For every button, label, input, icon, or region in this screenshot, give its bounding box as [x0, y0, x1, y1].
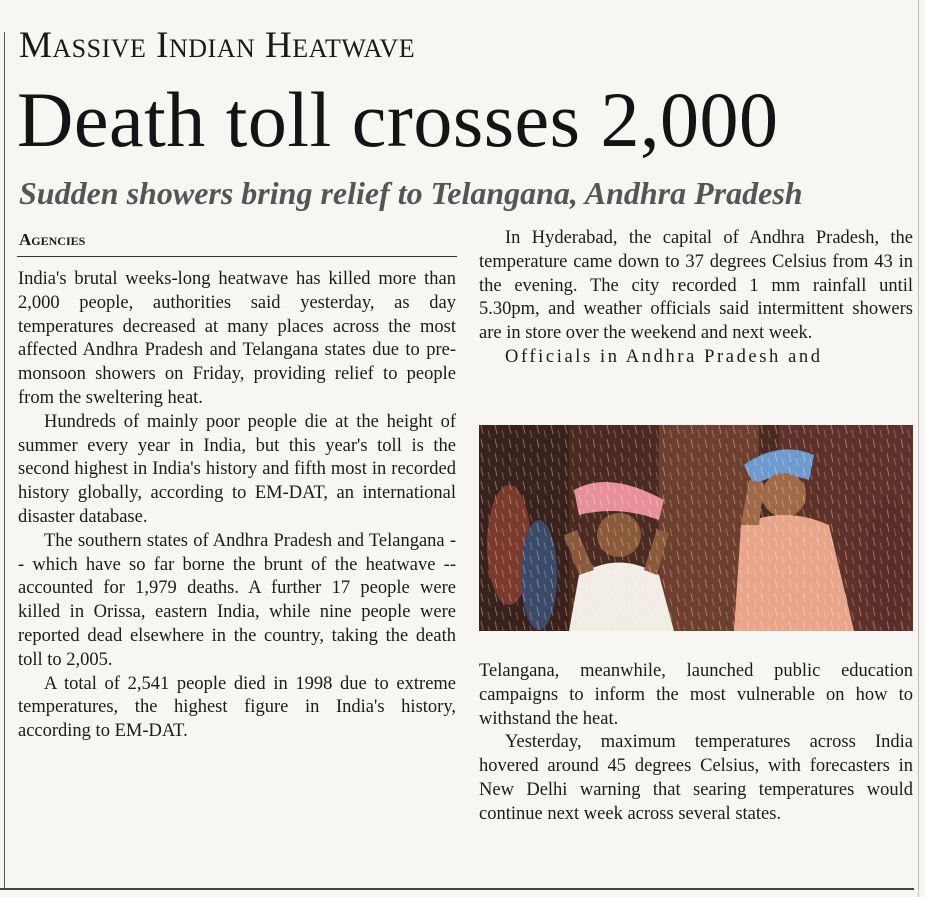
right-column-bottom: [479, 660, 913, 827]
bottom-rule: [0, 888, 914, 890]
kicker: Massive Indian Heatwave: [19, 25, 416, 66]
paragraph: A total of 2,541 people died in 1998 due to extreme temperatures, the highest figure in India's history, according to EM-DAT.: [18, 673, 456, 742]
headline: Death toll crosses 2,000: [17, 76, 779, 163]
byline: Agencies: [19, 230, 86, 249]
paragraph: Telangana, meanwhile, launched public education campaigns to inform the most vulnerable on how to withstand the heat.: [479, 661, 913, 729]
paragraph: The southern states of Andhra Pradesh and Telangana -- which have so far borne the brunt of the heatwave -- accounted for 1,979 deaths. A further 17 people were killed in Orissa, eastern India, while nine people were reported dead elsewhere in the country, taking the death toll to 2,005.: [18, 530, 456, 670]
right-edge-rule: [918, 0, 919, 897]
paragraph: In Hyderabad, the capital of Andhra Pradesh, the temperature came down to 37 degrees Celsius from 43 in the evening. The city recorded 1 mm rainfall until 5.30pm, and weather officials said intermittent showers are in store over the weekend and next week.: [479, 228, 913, 344]
news-photo: [479, 425, 913, 631]
deck-subheadline: Sudden showers bring relief to Telangana, Andhra Pradesh: [19, 175, 803, 211]
byline-rule: [17, 256, 457, 257]
paragraph: Officials in Andhra Pradesh and: [505, 346, 823, 367]
left-column-rule: [4, 32, 5, 888]
left-column: [18, 268, 456, 744]
paragraph: Hundreds of mainly poor people die at the height of summer every year in India, but this year's toll is the second highest in India's history and fifth most in recorded history globally, according to EM-DAT, an international disaster database.: [18, 411, 456, 527]
paragraph: India's brutal weeks-long heatwave has killed more than 2,000 people, authorities said yesterday, as day temperatures decreased at many places across the most affected Andhra Pradesh and Telangana states due to pre-monsoon showers on Friday, providing relief to people from the sweltering heat.: [18, 269, 456, 408]
right-column-top: [479, 227, 913, 370]
photo-illustration: [479, 425, 913, 631]
paragraph: Yesterday, maximum temperatures across India hovered around 45 degrees Celsius, with forecasters in New Delhi warning that searing temperatures would continue next week across several states.: [479, 732, 913, 824]
